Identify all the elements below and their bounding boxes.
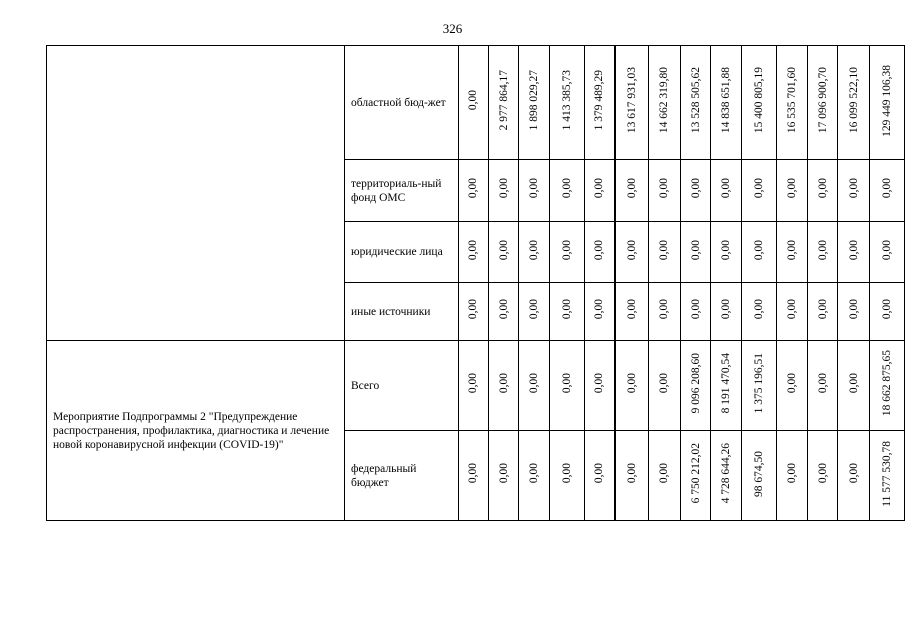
value-cell: [776, 283, 807, 341]
value-cell: [742, 283, 777, 341]
value-text: 0,00: [593, 463, 606, 484]
value-text: 0,00: [497, 373, 510, 394]
value-text: 0,00: [658, 463, 671, 484]
value-cell: [489, 160, 519, 222]
value-text: 0,00: [593, 299, 606, 320]
value-cell: [711, 283, 742, 341]
value-text: 9 096 208,60: [689, 353, 702, 414]
value-text: 13 617 931,03: [626, 67, 639, 134]
funding-source: Всего: [345, 341, 459, 431]
value-cell: [870, 341, 905, 431]
value-cell: [458, 160, 489, 222]
value-cell: [615, 341, 648, 431]
value-text: 98 674,50: [753, 450, 766, 497]
value-cell: [519, 283, 550, 341]
value-cell: [680, 283, 711, 341]
value-cell: [807, 431, 838, 521]
value-cell: [615, 283, 648, 341]
value-cell: [489, 222, 519, 283]
value-text: 0,00: [626, 299, 639, 320]
value-cell: [549, 283, 584, 341]
value-text: 0,00: [785, 373, 798, 394]
value-text: 0,00: [881, 299, 894, 320]
value-cell: [549, 341, 584, 431]
value-text: 0,00: [816, 178, 829, 199]
value-cell: [549, 46, 584, 160]
value-cell: [615, 431, 648, 521]
funding-source: федеральный бюджет: [345, 431, 459, 521]
value-cell: [838, 431, 870, 521]
value-text: 0,00: [658, 178, 671, 199]
value-cell: [519, 431, 550, 521]
value-text: 0,00: [593, 373, 606, 394]
value-text: 14 662 319,80: [658, 67, 671, 134]
value-text: 0,00: [527, 373, 540, 394]
funding-source: иные источники: [345, 283, 459, 341]
value-cell: [870, 431, 905, 521]
value-cell: [549, 222, 584, 283]
value-text: 0,00: [785, 239, 798, 261]
value-cell: [648, 222, 680, 283]
value-cell: [680, 222, 711, 283]
value-cell: [489, 46, 519, 160]
value-cell: [680, 431, 711, 521]
value-cell: [615, 46, 648, 160]
value-text: 0,00: [785, 178, 798, 199]
value-text: 0,00: [497, 178, 510, 199]
value-cell: [807, 341, 838, 431]
value-text: 1 379 489,29: [593, 70, 606, 131]
value-text: 13 528 505,62: [689, 67, 702, 134]
value-text: 0,00: [560, 239, 573, 261]
value-text: 0,00: [497, 463, 510, 484]
value-text: 0,00: [527, 178, 540, 199]
value-cell: [838, 283, 870, 341]
value-text: 1 898 029,27: [527, 70, 540, 131]
value-cell: [680, 160, 711, 222]
value-cell: [776, 222, 807, 283]
value-text: 0,00: [527, 239, 540, 261]
value-cell: [615, 222, 648, 283]
value-text: 0,00: [560, 463, 573, 484]
value-text: 0,00: [467, 299, 480, 320]
value-text: 0,00: [626, 178, 639, 199]
page-number: 326: [442, 21, 463, 36]
value-text: 0,00: [753, 178, 766, 199]
value-text: 0,00: [720, 239, 733, 261]
value-cell: [711, 341, 742, 431]
value-text: 15 400 805,19: [753, 67, 766, 134]
value-text: 16 535 701,60: [785, 67, 798, 134]
value-text: 0,00: [881, 178, 894, 199]
value-text: 1 413 385,73: [560, 70, 573, 131]
value-text: 11 577 530,78: [881, 440, 894, 507]
value-cell: [519, 160, 550, 222]
value-text: 0,00: [816, 463, 829, 484]
value-text: 0,00: [847, 239, 860, 261]
value-cell: [584, 283, 615, 341]
value-cell: [648, 341, 680, 431]
value-text: 0,00: [816, 299, 829, 320]
value-cell: [519, 46, 550, 160]
budget-table: [46, 45, 905, 521]
value-text: 0,00: [593, 178, 606, 199]
value-text: 0,00: [658, 299, 671, 320]
value-text: 0,00: [497, 239, 510, 261]
value-cell: [489, 431, 519, 521]
value-cell: [458, 46, 489, 160]
value-cell: [489, 341, 519, 431]
value-text: 0,00: [847, 178, 860, 199]
value-cell: [584, 431, 615, 521]
value-text: 0,00: [527, 299, 540, 320]
value-cell: [711, 222, 742, 283]
value-text: 0,00: [467, 178, 480, 199]
value-cell: [711, 160, 742, 222]
value-cell: [648, 46, 680, 160]
value-text: 0,00: [816, 239, 829, 261]
value-text: 8 191 470,54: [720, 353, 733, 414]
value-cell: [615, 160, 648, 222]
value-text: 0,00: [560, 299, 573, 320]
value-text: 0,00: [658, 239, 671, 261]
value-text: 18 662 875,65: [881, 350, 894, 417]
value-cell: [549, 160, 584, 222]
funding-source: областной бюд-жет: [345, 46, 459, 160]
value-text: 0,00: [689, 178, 702, 199]
value-text: 16 099 522,10: [847, 67, 860, 134]
value-cell: [584, 222, 615, 283]
value-text: 129 449 106,38: [881, 64, 894, 137]
empty-description-cell: [47, 46, 345, 341]
value-cell: [838, 341, 870, 431]
value-text: 0,00: [689, 299, 702, 320]
value-cell: [489, 283, 519, 341]
value-text: 0,00: [467, 90, 480, 111]
value-text: 0,00: [689, 239, 702, 261]
value-cell: [742, 46, 777, 160]
value-text: 0,00: [847, 373, 860, 394]
value-cell: [584, 341, 615, 431]
funding-source: территориаль-ный фонд ОМС: [345, 160, 459, 222]
value-cell: [519, 341, 550, 431]
value-cell: [838, 46, 870, 160]
value-text: 0,00: [560, 373, 573, 394]
value-cell: [776, 160, 807, 222]
value-text: 0,00: [626, 373, 639, 394]
value-text: 0,00: [527, 463, 540, 484]
value-text: 0,00: [497, 299, 510, 320]
value-text: 0,00: [658, 373, 671, 394]
value-cell: [870, 46, 905, 160]
value-cell: [776, 46, 807, 160]
value-text: 0,00: [593, 239, 606, 261]
value-cell: [776, 341, 807, 431]
value-text: 6 750 212,02: [689, 443, 702, 504]
value-cell: [711, 431, 742, 521]
value-cell: [711, 46, 742, 160]
value-cell: [584, 160, 615, 222]
value-cell: [742, 222, 777, 283]
value-cell: [458, 283, 489, 341]
value-text: 2 977 864,17: [497, 70, 510, 131]
value-text: 0,00: [816, 373, 829, 394]
value-text: 1 375 196,51: [753, 353, 766, 414]
value-text: 0,00: [720, 299, 733, 320]
value-cell: [776, 431, 807, 521]
value-cell: [870, 160, 905, 222]
value-cell: [458, 341, 489, 431]
value-text: 0,00: [626, 463, 639, 484]
value-cell: [458, 222, 489, 283]
value-cell: [807, 283, 838, 341]
value-text: 14 838 651,88: [720, 67, 733, 134]
value-cell: [680, 46, 711, 160]
value-cell: [648, 160, 680, 222]
value-text: 0,00: [720, 178, 733, 199]
value-text: 0,00: [753, 239, 766, 261]
value-cell: [838, 222, 870, 283]
value-text: 0,00: [847, 299, 860, 320]
value-cell: [648, 283, 680, 341]
value-cell: [458, 431, 489, 521]
value-text: 0,00: [881, 239, 894, 261]
value-cell: [648, 431, 680, 521]
value-cell: [680, 341, 711, 431]
value-cell: [549, 431, 584, 521]
value-text: 0,00: [467, 373, 480, 394]
value-text: 0,00: [560, 178, 573, 199]
value-cell: [807, 46, 838, 160]
value-cell: [838, 160, 870, 222]
value-cell: [870, 283, 905, 341]
value-text: 0,00: [753, 299, 766, 320]
value-text: 0,00: [785, 299, 798, 320]
value-cell: [807, 160, 838, 222]
table-row: [47, 46, 905, 160]
measure-title: Мероприятие Подпрограммы 2 "Предупреждение распространения, профилактика, диагностика и лечение новой коронавирусной инфекции (COVID-19)": [47, 341, 345, 521]
value-text: 0,00: [847, 463, 860, 484]
value-cell: [870, 222, 905, 283]
value-text: 0,00: [785, 463, 798, 484]
value-cell: [519, 222, 550, 283]
value-text: 4 728 644,26: [720, 443, 733, 504]
table-row: [47, 341, 905, 431]
funding-source: юридические лица: [345, 222, 459, 283]
value-cell: [742, 431, 777, 521]
value-cell: [742, 341, 777, 431]
value-cell: [584, 46, 615, 160]
value-cell: [742, 160, 777, 222]
value-text: 0,00: [467, 463, 480, 484]
value-cell: [807, 222, 838, 283]
value-text: 0,00: [467, 239, 480, 261]
value-text: 0,00: [626, 239, 639, 261]
value-text: 17 096 900,70: [816, 67, 829, 134]
